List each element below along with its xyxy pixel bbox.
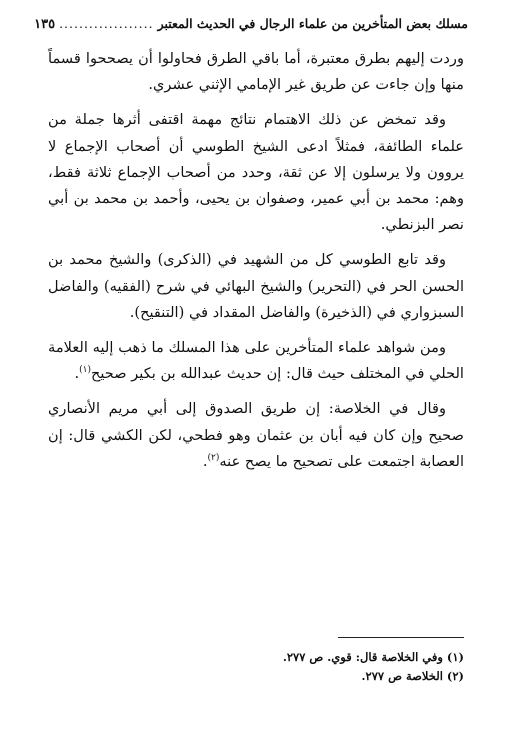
footnotes [48,648,464,686]
paragraph-1: وردت إليهم بطرق معتبرة، أما باقي الطرق فحاولوا أن يصححوا قسماً منها وإن جاءت عن طريق غير الإمامي الإثني عشري. [48,50,464,94]
paragraph-2: وقد تمخض عن ذلك الاهتمام نتائج مهمة اقتفى أثرها جملة من علماء الطائفة، فمثلاً ادعى الشيخ الطوسي أن أصحاب الإجماع لا يروون ولا يرسلون إلا عن ثقة، وحدد من أصحاب الإجماع ثلاثة فقط، وهم: محمد بن أبي عمير، وصفوان بن يحيى، وأحمد بن محمد بن أبي نصر البزنطي. [48,111,464,234]
paragraph-5-text: وقال في الخلاصة: إن طريق الصدوق إلى أبي مريم الأنصاري صحيح وإن كان فيه أبان بن عثمان وهو فطحي، لكن الكشي قال: إن العصابة اجتمعت على تصحيح ما يصح عنه [48,400,464,470]
footnote-ref-2[interactable]: (٢) [207,452,220,463]
footnote-2: (٢) الخلاصة ص ٢٧٧. [361,669,464,683]
paragraph-3: وقد تابع الطوسي كل من الشهيد في (الذكرى) والشيخ محمد بن الحسن الحر في (التحرير) والشيخ البهائي في شرح (الفقيه) والفاضل السبزواري في (الذخيرة) والفاضل المقداد في (التنقيح). [48,251,464,321]
running-header [34,16,468,32]
main-text [48,46,464,484]
footnote-separator [338,637,464,638]
paragraph-4: ومن شواهد علماء المتأخرين على هذا المسلك ما ذهب إليه العلامة الحلي في المختلف حيث قال: إن حديث عبدالله بن بكير صحيح$^{(١)}$. [48,339,464,383]
running-header-title: مسلك بعض المتأخرين من علماء الرجال في الحديث المعتبر [157,16,468,31]
header-leader-dots: ................... [59,16,154,31]
footnote-1: (١) وفي الخلاصة قال: قوي. ص ٢٧٧. [282,650,464,664]
footnote-ref-1[interactable]: (١) [79,365,91,376]
paragraph-5: وقال في الخلاصة: إن طريق الصدوق إلى أبي مريم الأنصاري صحيح وإن كان فيه أبان بن عثمان وهو فطحي، لكن الكشي قال: إن العصابة اجتمعت على تصحيح ما يصح عنه$^{(٢)}$. [48,400,464,470]
paragraph-4-text: ومن شواهد علماء المتأخرين على هذا المسلك ما ذهب إليه العلامة الحلي في المختلف حيث قال: إن حديث عبدالله بن بكير صحيح [48,339,464,383]
page-number: ١٣٥ [34,17,56,32]
